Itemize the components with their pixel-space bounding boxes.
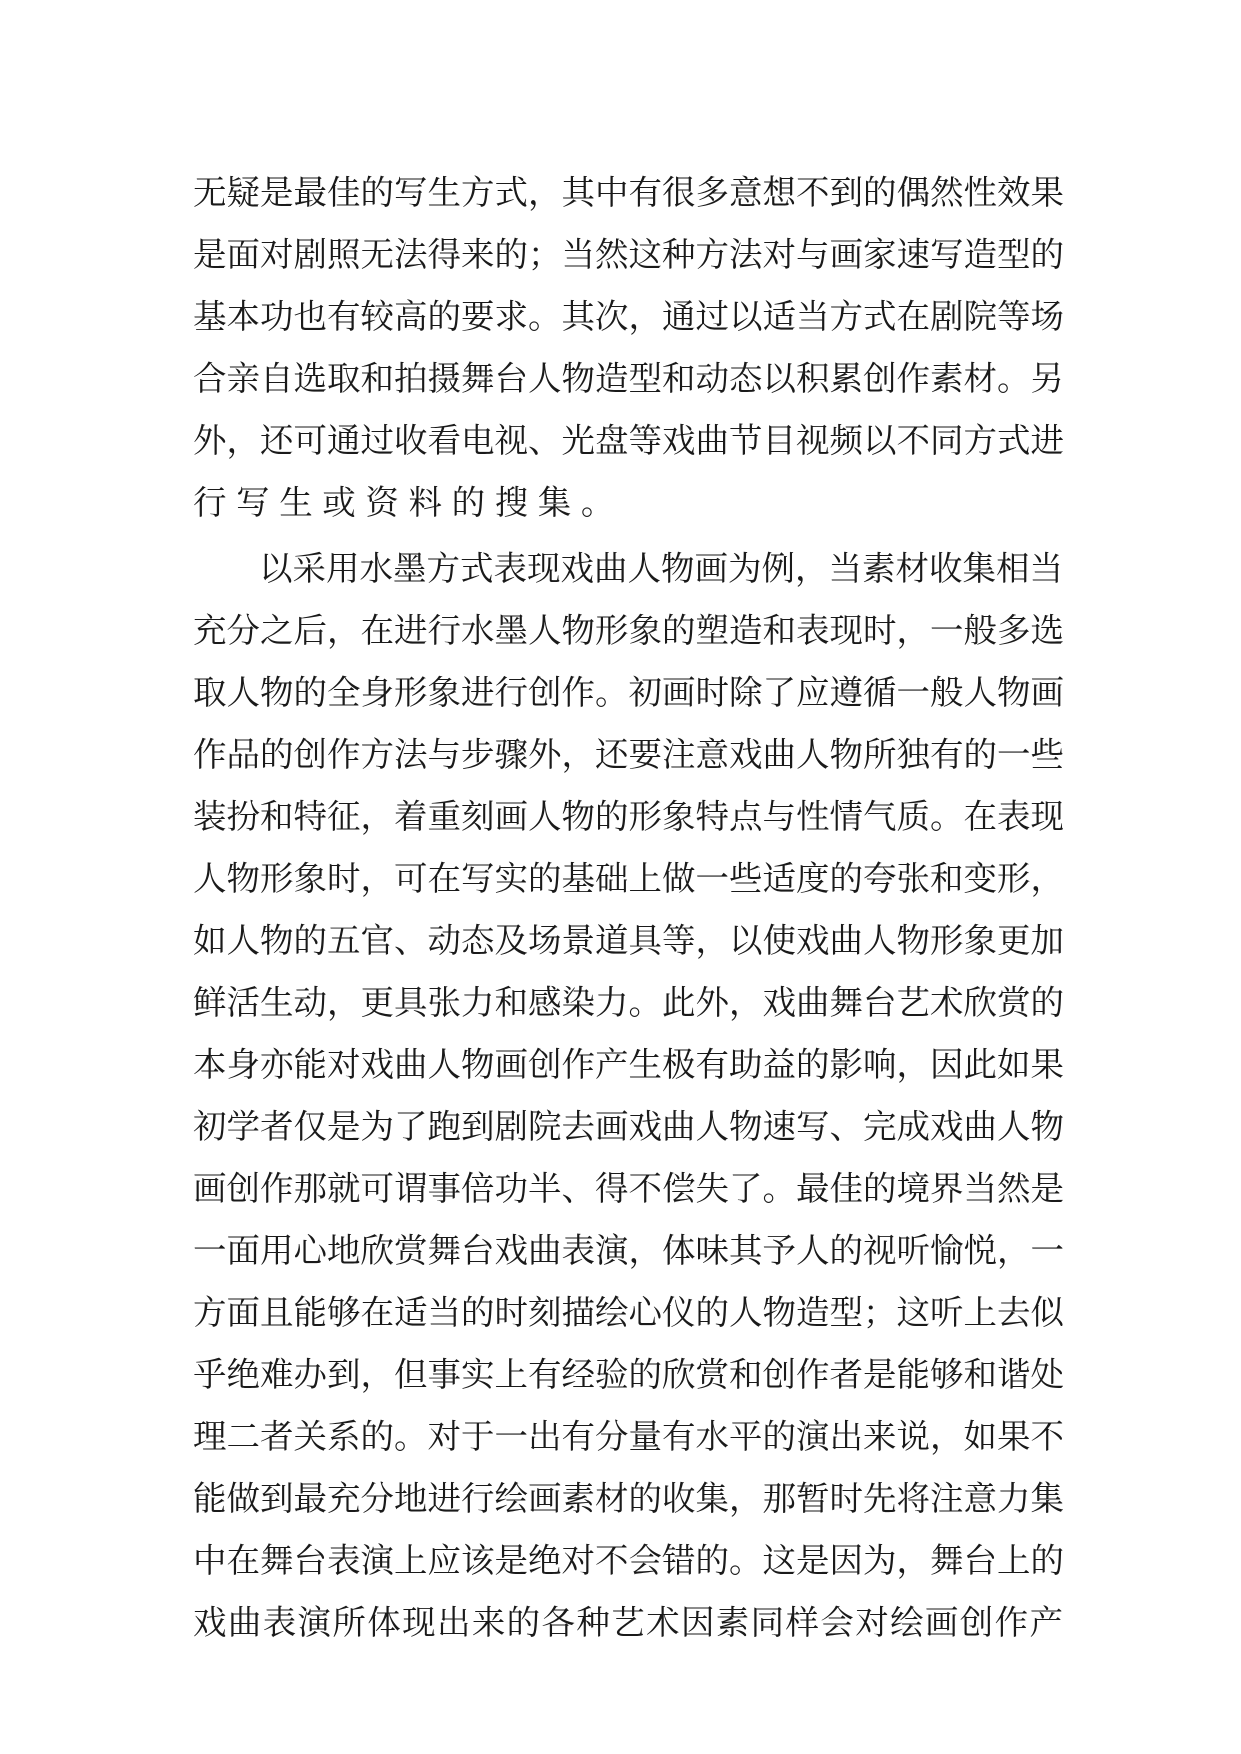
text-line: 鲜活生动，更具张力和感染力。此外，戏曲舞台艺术欣赏的 <box>193 983 1064 1022</box>
text-line: 初学者仅是为了跑到剧院去画戏曲人物速写、完成戏曲人物 <box>193 1107 1064 1146</box>
text-line: 乎绝难办到，但事实上有经验的欣赏和创作者是能够和谐处 <box>193 1355 1064 1394</box>
text-line: 行写生或资料的搜集。 <box>193 483 624 522</box>
text-line: 基本功也有较高的要求。其次，通过以适当方式在剧院等场 <box>193 297 1064 336</box>
text-line: 外，还可通过收看电视、光盘等戏曲节目视频以不同方式进 <box>193 421 1064 460</box>
text-line: 理二者关系的。对于一出有分量有水平的演出来说，如果不 <box>193 1417 1064 1456</box>
text-line: 中在舞台表演上应该是绝对不会错的。这是因为，舞台上的 <box>193 1541 1064 1580</box>
text-line: 取人物的全身形象进行创作。初画时除了应遵循一般人物画 <box>193 673 1064 712</box>
text-line: 如人物的五官、动态及场景道具等，以使戏曲人物形象更加 <box>193 921 1064 960</box>
paragraph-2 <box>193 538 1063 1654</box>
text-line: 能做到最充分地进行绘画素材的收集，那暂时先将注意力集 <box>193 1479 1064 1518</box>
text-line: 装扮和特征，着重刻画人物的形象特点与性情气质。在表现 <box>193 797 1064 836</box>
body-text <box>193 162 1063 1654</box>
text-line: 方面且能够在适当的时刻描绘心仪的人物造型；这听上去似 <box>193 1293 1064 1332</box>
text-line: 戏曲表演所体现出来的各种艺术因素同样会对绘画创作产 <box>193 1603 1063 1642</box>
text-line: 以采用水墨方式表现戏曲人物画为例，当素材收集相当 <box>259 549 1063 588</box>
text-line: 充分之后，在进行水墨人物形象的塑造和表现时，一般多选 <box>193 611 1064 650</box>
text-line: 无疑是最佳的写生方式，其中有很多意想不到的偶然性效果 <box>193 173 1064 212</box>
text-line: 作品的创作方法与步骤外，还要注意戏曲人物所独有的一些 <box>193 735 1064 774</box>
paragraph-1 <box>193 162 1063 534</box>
text-line: 本身亦能对戏曲人物画创作产生极有助益的影响，因此如果 <box>193 1045 1064 1084</box>
text-line: 人物形象时，可在写实的基础上做一些适度的夸张和变形， <box>193 859 1064 898</box>
text-line: 合亲自选取和拍摄舞台人物造型和动态以积累创作素材。另 <box>193 359 1064 398</box>
text-line: 画创作那就可谓事倍功半、得不偿失了。最佳的境界当然是 <box>193 1169 1064 1208</box>
text-line: 是面对剧照无法得来的；当然这种方法对与画家速写造型的 <box>193 235 1064 274</box>
text-line: 一面用心地欣赏舞台戏曲表演，体味其予人的视听愉悦，一 <box>193 1231 1064 1270</box>
